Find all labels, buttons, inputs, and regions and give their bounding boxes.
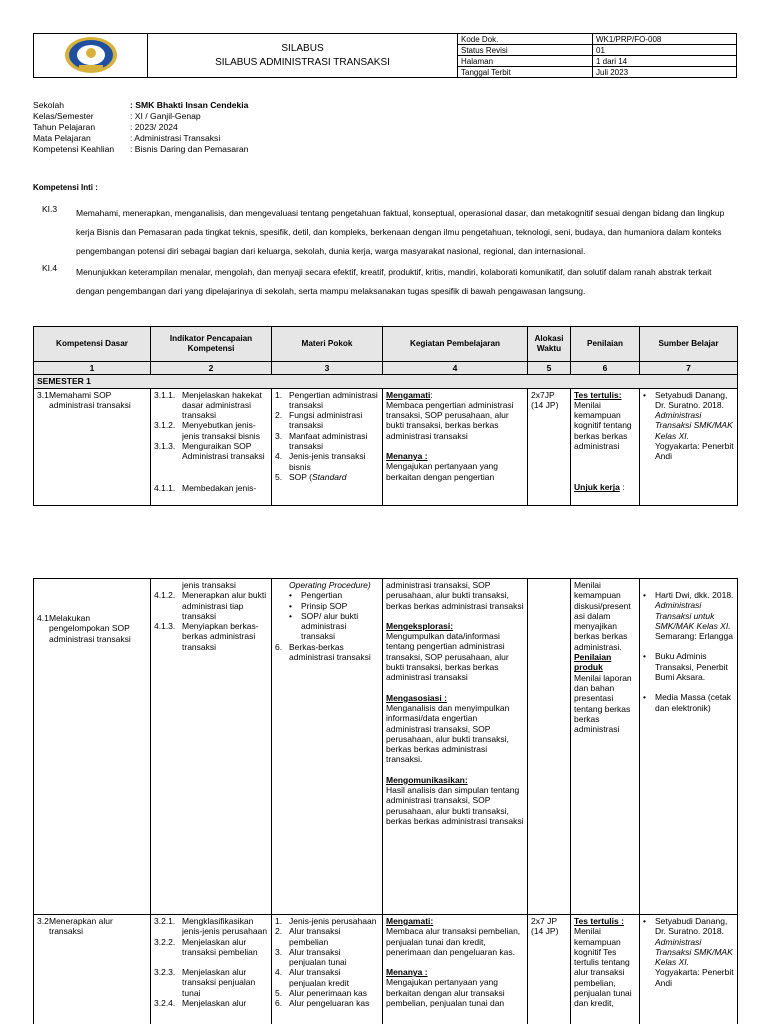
header-title: SILABUS [281, 43, 324, 54]
col-number: 5 [528, 362, 571, 375]
materi-sub: SOP/ alur bukti administrasi transaksi [301, 610, 359, 642]
kd-cell [34, 388, 151, 505]
kegiatan-text: Mengajukan pertanyaan yang berkaitan dengan pengertian [386, 461, 498, 482]
meta-label: Kode Dok. [458, 34, 593, 45]
table-row [34, 915, 738, 1024]
materi-text: Manfaat administrasi transaksi [289, 430, 368, 452]
col-header: Kegiatan Pembelajaran [383, 327, 528, 362]
school-logo-cell [34, 34, 148, 78]
ipk-text: jenis transaksi [182, 580, 236, 590]
materi-text: Operating Procedure) [289, 580, 371, 590]
penilaian-heading: Tes tertulis : [574, 916, 624, 926]
kd-number: 3.1 [37, 389, 49, 400]
info-label: Kompetensi Keahlian [33, 144, 115, 154]
info-label: Kelas/Semester [33, 111, 94, 121]
kegiatan-heading: Mengamati [386, 389, 431, 400]
ipk-text: Menjelaskan alur [182, 998, 247, 1009]
materi-number: 4. [275, 451, 283, 462]
materi-number: 2. [275, 926, 283, 937]
sumber-text: Harti Dwi, dkk. 2018. [655, 590, 734, 600]
kd-text: Melakukan pengelompokan SOP administrasi transaksi [49, 613, 131, 644]
ipk-number: 3.1.1. [154, 389, 176, 400]
materi-text: Alur penerimaan kas [289, 988, 367, 999]
ki-text: Memahami, menerapkan, menganalisis, dan mengevaluasi tentang pengetahuan faktual, konseptual, operasional dasar, dan metakognitif sesuai dengan bidang dan lingkup kerja Bisnis dan Pemasaran pada tingkat teknis, spesifik, detil, dan kompleks, berkenaan dengan ilmu pengetahuan, teknologi, seni, budaya, dan humaniora dalam konteks pengembangan potensi diri sebagai bagian dari keluarga, sekolah, dunia kerja, warga masyarakat nasional, regional, dan internasional. [76, 208, 725, 256]
header-subtitle: SILABUS ADMINISTRASI TRANSAKSI [215, 57, 390, 68]
ipk-text: Menguraikan SOP Administrasi transaksi [182, 441, 265, 462]
meta-label: Halaman [458, 56, 593, 67]
bullet-icon: • [643, 590, 646, 600]
kegiatan-heading: Menanya : [386, 451, 428, 462]
materi-text: Fungsi administrasi transaksi [289, 410, 363, 431]
materi-text: Jenis-jenis transaksi bisnis [289, 451, 366, 472]
sumber-cell [640, 388, 738, 505]
ipk-cell [151, 579, 272, 915]
ipk-number: 4.1.1. [154, 482, 176, 493]
materi-sub: Prinsip SOP [301, 600, 348, 611]
ipk-number: 3.1.2. [154, 420, 176, 431]
col-number: 3 [272, 362, 383, 375]
kd-number: 4.1 [37, 613, 49, 623]
semester-label: SEMESTER 1 [34, 375, 738, 388]
ki-text: Menunjukkan keterampilan menalar, mengolah, dan menyaji secara efektif, kreatif, produktif, kritis, mandiri, kolaborati komunikatif, dan solutif dalam ranah abstrak terkait dengan pengembangan dari yang dipelajarinya di sekolah, serta mampu melaksanakan tugas spesifik di bawah pengawasan langsung. [76, 267, 712, 296]
ipk-cell [151, 915, 272, 1024]
header-title-cell [148, 34, 458, 78]
alokasi-value: 2x7 JP [531, 916, 557, 926]
kegiatan-text: Hasil analisis dan simpulan tentang administrasi transaksi, SOP perusahaan, alur bukti transaksi, berkas berkas administrasi transaksi [386, 785, 524, 826]
ki-heading: Kompetensi Inti : [33, 183, 98, 192]
alokasi-value: 2x7JP [531, 389, 555, 400]
col-header: Sumber Belajar [640, 327, 738, 362]
kd-cell [34, 579, 151, 915]
kegiatan-cell [383, 915, 528, 1024]
ipk-text: Menyiapkan berkas-berkas administrasi transaksi [182, 621, 259, 652]
materi-cell [272, 915, 383, 1024]
materi-text: Jenis-jenis perusahaan [289, 916, 377, 926]
meta-value: 01 [593, 45, 737, 56]
materi-text: Alur transaksi penjualan kredit [289, 967, 350, 988]
materi-number: 5. [275, 988, 283, 999]
kegiatan-heading: Mengeksplorasi: [386, 620, 454, 631]
penilaian-cell [571, 915, 640, 1024]
materi-number: 6. [275, 641, 283, 652]
meta-value: Juli 2023 [593, 67, 737, 78]
col-number: 4 [383, 362, 528, 375]
penilaian-text: Menilai kemampuan diskusi/present asi dalam menyajikan berkas berkas administrasi. [574, 580, 631, 652]
info-label: Tahun Pelajaran [33, 122, 96, 132]
sumber-publisher: Yogyakarta: Penerbit Andi [655, 967, 734, 988]
kegiatan-text: Mengumpulkan data/informasi tentang pengertian administrasi transaksi, SOP perusahaan, alur bukti transaksi, berkas berkas administrasi transaksi [386, 631, 509, 683]
alokasi-cell [528, 915, 571, 1024]
document-page-2 [0, 578, 768, 1024]
materi-cell [272, 388, 383, 505]
col-header: Materi Pokok [272, 327, 383, 362]
ki-code: KI.4 [42, 263, 58, 273]
info-value: : SMK Bhakti Insan Cendekia [130, 100, 249, 110]
meta-label: Status Revisi [458, 45, 593, 56]
ipk-text: Menjelaskan alur transaksi penjualan tunai [182, 967, 256, 998]
ipk-number: 3.2.3. [154, 967, 176, 978]
kegiatan-heading: Mengasosiasi : [386, 692, 447, 703]
materi-number: 1. [275, 389, 283, 400]
ipk-number: 3.2.2. [154, 936, 176, 947]
ipk-cell [151, 388, 272, 505]
ipk-text: Mengklasifikasikan jenis-jenis perusahaan [182, 916, 268, 937]
materi-number: 5. [275, 471, 283, 482]
ipk-text: Menyebutkan jenis-jenis transaksi bisnis [182, 420, 260, 441]
col-header: Alokasi Waktu [528, 327, 571, 362]
info-value: : Administrasi Transaksi [130, 133, 221, 143]
ipk-text: Membedakan jenis- [182, 482, 257, 493]
kd-text: Memahami SOP administrasi transaksi [49, 389, 131, 410]
alokasi-total: (14 JP) [531, 926, 559, 937]
sumber-title: Administrasi Transaksi untuk SMK/MAK Kelas XI. [655, 600, 731, 631]
materi-number: 3. [275, 430, 283, 441]
kegiatan-heading: Mengomunikasikan: [386, 774, 468, 785]
ipk-number: 3.2.4. [154, 998, 176, 1009]
materi-text: SOP ( [289, 471, 312, 482]
materi-cell [272, 579, 383, 915]
bullet-icon: • [289, 600, 292, 611]
ipk-number: 4.1.2. [154, 590, 176, 601]
kd-number: 3.2 [37, 916, 49, 926]
kegiatan-heading: Menanya : [386, 967, 428, 978]
sumber-text: Setyabudi Danang, Dr. Suratno. 2018. [655, 389, 728, 410]
ipk-number: 3.1.3. [154, 441, 176, 452]
materi-text: Alur transaksi pembelian [289, 926, 341, 947]
sumber-cell [640, 579, 738, 915]
penilaian-text: Menilai kemampuan kognitif Tes tertulis tentang alur transaksi pembelian, penjualan tunai dan kredit, [574, 926, 632, 1009]
meta-label: Tanggal Terbit [458, 67, 593, 78]
info-value: : 2023/ 2024 [130, 122, 178, 132]
materi-number: 2. [275, 410, 283, 421]
materi-text: Alur pengeluaran kas [289, 998, 370, 1009]
kegiatan-text: Membaca alur transaksi pembelian, penjualan tunai dan kredit, penerimaan dan pengeluaran kas. [386, 926, 521, 957]
col-number: 6 [571, 362, 640, 375]
alokasi-total: (14 JP) [531, 399, 559, 410]
ipk-number: 3.2.1. [154, 916, 176, 926]
school-logo [61, 35, 121, 75]
sumber-publisher: Yogyakarta: Penerbit Andi [655, 441, 734, 462]
penilaian-heading: Penilaian produk [574, 652, 612, 673]
materi-number: 1. [275, 916, 283, 926]
meta-value: WK1/PRP/FO-008 [593, 34, 737, 45]
penilaian-text: Menilai laporan dan bahan presentasi tentang berkas berkas administrasi [574, 672, 632, 735]
sumber-cell [640, 915, 738, 1024]
materi-number: 6. [275, 998, 283, 1009]
alokasi-cell [528, 579, 571, 915]
materi-text: Berkas-berkas administrasi transaksi [289, 641, 371, 663]
penilaian-text: Menilai kemampuan kognitif tentang berkas berkas administrasi [574, 399, 632, 452]
sumber-text: Buku Adminis Transaksi, Penerbit Bumi Aksara. [655, 651, 728, 683]
kegiatan-heading-suffix: : [430, 389, 433, 400]
materi-text: Pengertian administrasi transaksi [289, 389, 378, 410]
col-number: 1 [34, 362, 151, 375]
sumber-text: Setyabudi Danang, Dr. Suratno. 2018. [655, 916, 728, 937]
bullet-icon: • [643, 692, 646, 703]
materi-number: 4. [275, 967, 283, 978]
kegiatan-text: administrasi transaksi, SOP perusahaan, alur bukti transaksi, berkas berkas administrasi transaksi [386, 580, 524, 611]
syllabus-table [33, 326, 738, 506]
materi-text: Alur transaksi penjualan tunai [289, 946, 347, 968]
penilaian-cell [571, 388, 640, 505]
school-info [33, 100, 248, 155]
bullet-icon: • [289, 590, 292, 601]
ipk-text: Menerapkan alur bukti administrasi tiap transaksi [182, 590, 267, 621]
kegiatan-cell [383, 388, 528, 505]
syllabus-table-continued [33, 578, 738, 1024]
alokasi-cell [528, 388, 571, 505]
kegiatan-cell [383, 579, 528, 915]
ipk-text: Menjelaskan hakekat dasar administrasi transaksi [182, 389, 262, 421]
sumber-title: Administrasi Transaksi SMK/MAK Kelas XI. [655, 936, 733, 968]
col-header: Kompetensi Dasar [34, 327, 151, 362]
bullet-icon: • [643, 389, 646, 400]
meta-value: 1 dari 14 [593, 56, 737, 67]
bullet-icon: • [289, 610, 292, 621]
info-value: : Bisnis Daring dan Pemasaran [130, 144, 249, 154]
kd-text: Menerapkan alur transaksi [49, 916, 113, 937]
materi-sub: Pengertian [301, 590, 343, 601]
info-value: : XI / Ganjil-Genap [130, 111, 201, 121]
materi-number: 3. [275, 946, 283, 957]
kegiatan-text: Menganalisis dan menyimpulkan informasi/data engertian administrasi transaksi, SOP perusahaan, alur bukti transaksi, berkas berkas administrasi transaksi. [386, 702, 510, 765]
ipk-text: Menjelaskan alur transaksi pembelian [182, 936, 258, 957]
ipk-number: 4.1.3. [154, 621, 176, 632]
bullet-icon: • [643, 651, 646, 662]
col-number: 7 [640, 362, 738, 375]
table-row [34, 388, 738, 505]
kd-cell [34, 915, 151, 1024]
info-label: Sekolah [33, 100, 65, 110]
penilaian-heading: Unjuk kerja [574, 482, 620, 493]
kegiatan-text: Mengajukan pertanyaan yang berkaitan dengan alur transaksi pembelian, penjualan tunai dan [386, 977, 505, 1009]
bullet-icon: • [643, 916, 646, 926]
materi-italic: Standard [312, 471, 347, 482]
penilaian-heading: Tes tertulis: [574, 389, 622, 400]
sumber-publisher: Semarang: Erlangga [655, 631, 733, 642]
col-number: 2 [151, 362, 272, 375]
ki-code: KI.3 [42, 204, 58, 214]
sumber-title: Administrasi Transaksi SMK/MAK Kelas XI. [655, 410, 733, 441]
sumber-text: Media Massa (cetak dan elektronik) [655, 692, 732, 713]
info-label: Mata Pelajaran [33, 133, 91, 143]
col-header: Penilaian [571, 327, 640, 362]
document-header [33, 33, 737, 78]
kegiatan-heading: Mengamati: [386, 916, 434, 926]
penilaian-heading-suffix: : [619, 482, 625, 493]
col-header: Indikator Pencapaian Kompetensi [151, 327, 272, 362]
page-gap [0, 535, 768, 578]
table-row [34, 579, 738, 915]
kegiatan-text: Membaca pengertian administrasi transaksi, SOP perusahaan, alur bukti transaksi, berkas berkas administrasi transaksi [386, 399, 514, 441]
penilaian-cell [571, 579, 640, 915]
